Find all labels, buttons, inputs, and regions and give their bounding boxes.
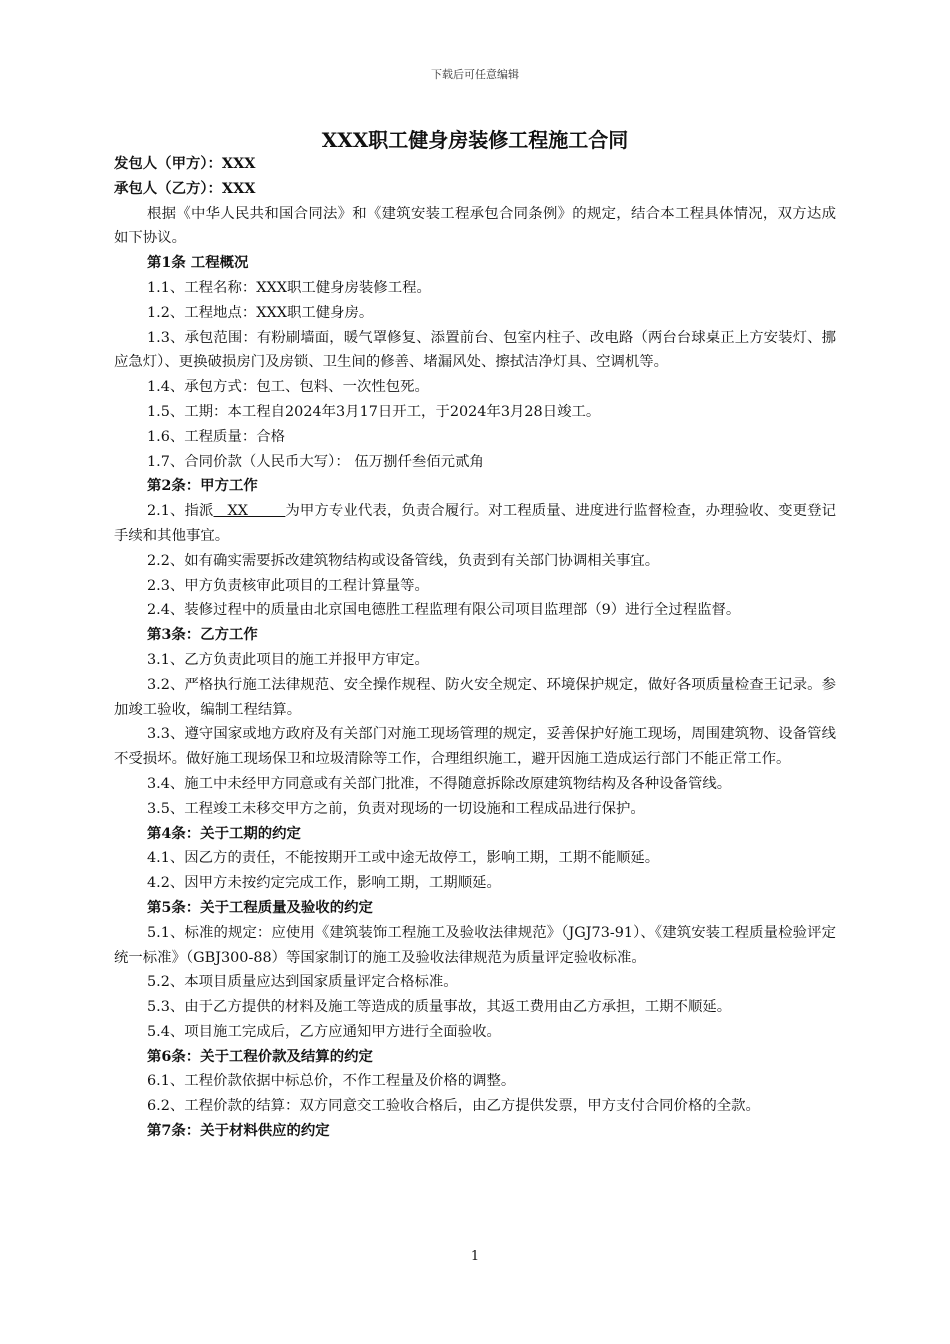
contract-title: XXX职工健身房装修工程施工合同: [321, 128, 629, 152]
clause-5-1: 5.1、标准的规定：应使用《建筑装饰工程施工及验收法律规范》（JGJ73-91）、《建筑安装工程质量检验评定统一标准》（GBJ300-88）等国家制订的施工及验收法律规范为质量评定验收标准。: [114, 924, 836, 966]
section-2-heading: 第2条：甲方工作: [147, 477, 258, 495]
clause-3-4: 3.4、施工中未经甲方同意或有关部门批准，不得随意拆除改原建筑物结构及各种设备管线。: [147, 775, 732, 792]
header-note: 下载后可任意编辑: [431, 68, 519, 81]
clause-1-3: 1.3、承包范围：有粉刷墙面，暖气罩修复、添置前台、包室内柱子、改电路（两台台球桌正上方安装灯、挪应急灯）、更换破损房门及房锁、卫生间的修善、堵漏风处、擦拭洁净灯具、空调机等。: [114, 329, 836, 371]
clause-2-1-prefix: 2.1、指派: [147, 503, 214, 520]
clause-1-6: 1.6、工程质量：合格: [147, 428, 286, 445]
clause-6-2: 6.2、工程价款的结算：双方同意交工验收合格后，由乙方提供发票，甲方支付合同价格的全款。: [147, 1098, 760, 1115]
intro-paragraph: 根据《中华人民共和国合同法》和《建筑安装工程承包合同条例》的规定，结合本工程具体情况，双方达成如下协议。: [114, 205, 836, 247]
representative-blank: XX: [213, 503, 286, 520]
clause-1-1: 1.1、工程名称：XXX职工健身房装修工程。: [147, 279, 431, 296]
clause-3-5: 3.5、工程竣工未移交甲方之前，负责对现场的一切设施和工程成品进行保护。: [147, 800, 645, 817]
clause-3-1: 3.1、乙方负责此项目的施工并报甲方审定。: [147, 651, 429, 668]
clause-2-2: 2.2、如有确实需要拆改建筑物结构或设备管线，负责到有关部门协调相关事宜。: [147, 552, 660, 569]
clause-2-4: 2.4、装修过程中的质量由北京国电德胜工程监理有限公司项目监理部（9）进行全过程监督。: [147, 602, 741, 619]
clause-4-1: 4.1、因乙方的责任，不能按期开工或中途无故停工，影响工期，工期不能顺延。: [147, 850, 660, 867]
clause-5-2: 5.2、本项目质量应达到国家质量评定合格标准。: [147, 974, 458, 991]
clause-5-3: 5.3、由于乙方提供的材料及施工等造成的质量事故，其返工费用由乙方承担，工期不顺延。: [147, 999, 732, 1016]
clause-3-2: 3.2、严格执行施工法律规范、安全操作规程、防火安全规定、环境保护规定，做好各项质量检查王记录。参加竣工验收，编制工程结算。: [114, 676, 836, 718]
clause-1-5: 1.5、工期：本工程自2024年3月17日开工，于2024年3月28日竣工。: [147, 403, 601, 420]
clause-6-1: 6.1、工程价款依据中标总价，不作工程量及价格的调整。: [147, 1073, 516, 1090]
clause-2-3: 2.3、甲方负责核审此项目的工程计算量等。: [147, 577, 429, 594]
section-6-heading: 第6条：关于工程价款及结算的约定: [147, 1047, 373, 1065]
section-4-heading: 第4条：关于工期的约定: [147, 824, 301, 842]
clause-5-4: 5.4、项目施工完成后，乙方应通知甲方进行全面验收。: [147, 1023, 501, 1040]
clause-1-7: 1.7、合同价款（人民币大写）： 伍万捌仟叁佰元贰角: [147, 453, 484, 470]
party-a: 发包人（甲方）：XXX: [114, 155, 256, 172]
clause-1-2: 1.2、工程地点：XXX职工健身房。: [147, 304, 374, 321]
clause-3-3: 3.3、遵守国家或地方政府及有关部门对施工现场管理的规定，妥善保护好施工现场，周围建筑物、设备管线不受损坏。做好施工现场保卫和垃圾清除等工作，合理组织施工，避开因施工造成运行部门不能正常工作。: [114, 726, 836, 768]
section-1-heading: 第1条 工程概况: [147, 254, 249, 272]
page-number: 1: [470, 1249, 480, 1264]
party-b: 承包人（乙方）：XXX: [114, 179, 256, 197]
contract-body: [114, 152, 836, 1144]
section-7-heading: 第7条：关于材料供应的约定: [147, 1122, 330, 1140]
clause-2-1-suffix: 为甲方专业代表，负责合履行。对工程质量、进度进行监督检查，办理验收、变更登记手续和其他事宜。: [114, 503, 836, 544]
clause-4-2: 4.2、因甲方未按约定完成工作，影响工期，工期顺延。: [147, 875, 501, 892]
section-3-heading: 第3条：乙方工作: [147, 626, 258, 644]
clause-2-1: [114, 499, 836, 549]
clause-1-4: 1.4、承包方式：包工、包料、一次性包死。: [147, 379, 429, 396]
section-5-heading: 第5条：关于工程质量及验收的约定: [147, 898, 373, 916]
